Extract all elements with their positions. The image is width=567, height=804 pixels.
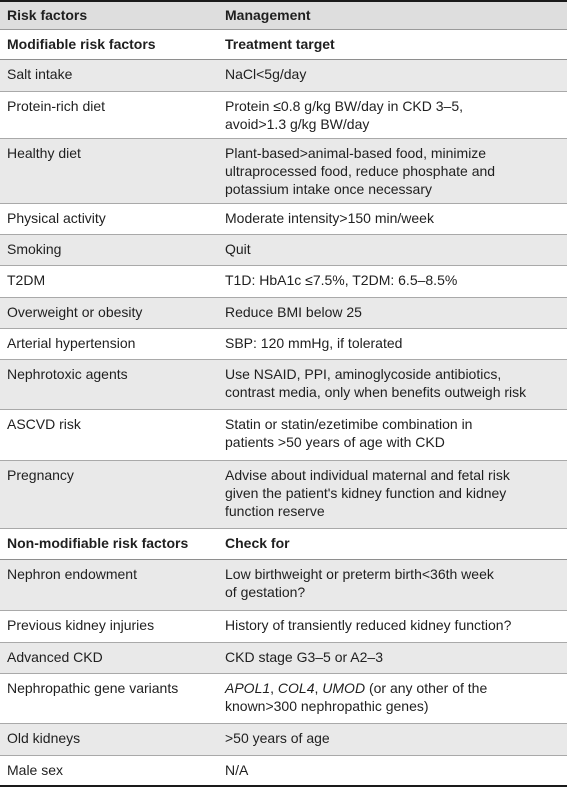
risk-factor-cell: Physical activity (7, 210, 106, 226)
management-cell: Plant-based>animal-based food, minimize ultraprocessed food, reduce phosphate and potassium intake once necessary (225, 145, 496, 197)
risk-factor-cell: Arterial hypertension (7, 335, 136, 351)
table-row (0, 643, 567, 674)
table-row (0, 139, 567, 204)
risk-factor-cell: Previous kidney injuries (7, 617, 155, 633)
separator-text: , (270, 680, 278, 696)
management-cell: NaCl<5g/day (225, 66, 307, 82)
risk-factor-cell: Male sex (7, 762, 64, 778)
section-row-modifiable (0, 30, 567, 60)
risk-factor-cell: Overweight or obesity (7, 304, 143, 320)
table-row (0, 298, 567, 329)
section-subtitle-treatment-target: Treatment target (225, 36, 335, 52)
risk-factor-cell: ASCVD risk (7, 416, 81, 432)
management-cell: N/A (225, 762, 249, 778)
risk-factor-cell: Healthy diet (7, 145, 81, 161)
risk-factor-cell: Nephropathic gene variants (7, 680, 179, 696)
management-cell (219, 674, 567, 723)
management-cell: Moderate intensity>150 min/week (225, 210, 434, 226)
risk-factor-cell: T2DM (7, 272, 46, 288)
section-title-modifiable: Modifiable risk factors (7, 36, 156, 52)
section-subtitle-check-for: Check for (225, 535, 290, 551)
management-cell: >50 years of age (225, 730, 330, 746)
table-row (0, 360, 567, 410)
table-row (0, 756, 567, 787)
separator-text: , (314, 680, 323, 696)
table-row (0, 60, 567, 92)
section-row-nonmodifiable (0, 529, 567, 560)
header-management: Management (225, 7, 311, 23)
risk-factor-cell: Old kidneys (7, 730, 81, 746)
management-cell: Advise about individual maternal and fetal risk given the patient's kidney function and kidney function reserve (225, 467, 510, 519)
management-cell: Statin or statin/ezetimibe combination in patients >50 years of age with CKD (225, 416, 473, 450)
management-cell: Quit (225, 241, 251, 257)
table-row (0, 92, 567, 139)
table-row (0, 611, 567, 643)
gene-name-umod: UMOD (322, 680, 366, 696)
table-row (0, 724, 567, 756)
gene-note-text: (or any other of the known>300 nephropathic genes) (225, 680, 488, 714)
section-title-nonmodifiable: Non-modifiable risk factors (7, 535, 189, 551)
risk-factor-cell: Smoking (7, 241, 62, 257)
table-row (0, 266, 567, 298)
risk-factor-cell: Pregnancy (7, 467, 74, 483)
risk-factor-cell: Nephron endowment (7, 566, 137, 582)
management-cell: Low birthweight or preterm birth<36th week of gestation? (225, 566, 494, 600)
table-row (0, 235, 567, 266)
risk-factor-cell: Nephrotoxic agents (7, 366, 128, 382)
management-cell: Reduce BMI below 25 (225, 304, 362, 320)
table-row (0, 560, 567, 611)
header-risk-factors: Risk factors (7, 7, 88, 23)
management-cell: T1D: HbA1c ≤7.5%, T2DM: 6.5–8.5% (225, 272, 458, 288)
table-row (0, 674, 567, 724)
management-cell: CKD stage G3–5 or A2–3 (225, 649, 383, 665)
table-row (0, 329, 567, 360)
management-cell: Use NSAID, PPI, aminoglycoside antibiotics, contrast media, only when benefits outweigh risk (225, 366, 527, 400)
table-row (0, 461, 567, 529)
table-row (0, 410, 567, 461)
risk-factor-cell: Advanced CKD (7, 649, 103, 665)
management-cell: Protein ≤0.8 g/kg BW/day in CKD 3–5, avoid>1.3 g/kg BW/day (225, 98, 464, 132)
risk-factor-cell: Protein-rich diet (7, 98, 106, 114)
risk-factor-cell: Salt intake (7, 66, 73, 82)
management-cell: History of transiently reduced kidney function? (225, 617, 512, 633)
gene-name-apol1: APOL1 (225, 680, 271, 696)
table-header-row (0, 2, 567, 30)
table-row (0, 204, 567, 235)
management-cell: SBP: 120 mmHg, if tolerated (225, 335, 403, 351)
gene-name-col4: COL4 (277, 680, 315, 696)
